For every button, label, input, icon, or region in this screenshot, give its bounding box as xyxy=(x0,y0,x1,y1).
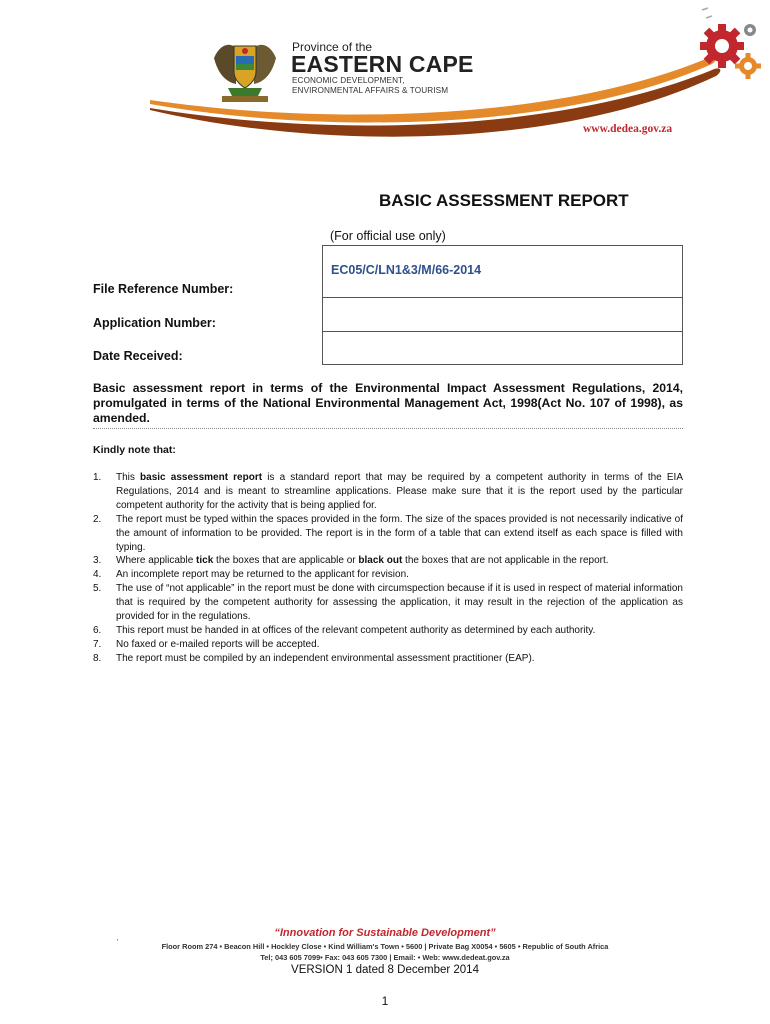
list-item: 1. This basic assessment report is a standard report that may be required by a competent authority in terms of the EIA Regulations, 2014 and is meant to streamline applications. Please make sure that it is the report used by the particular competent authority for the activity that is being applied for. xyxy=(93,472,684,511)
gear-icon xyxy=(692,0,770,96)
list-item: 5. The use of “not applicable” in the report must be done with circumspection because if it is used in respect of material information that is required by the competent authority for assessing the application, it may result in the rejection of the application as provided for in the regulations. xyxy=(93,583,683,623)
website-link[interactable]: www.dedea.gov.za xyxy=(583,123,673,135)
page-title: BASIC ASSESSMENT REPORT xyxy=(379,191,629,210)
divider xyxy=(93,428,683,429)
application-number-label: Application Number: xyxy=(93,316,216,330)
province-label: Province of the xyxy=(292,40,373,54)
list-item: 8. The report must be compiled by an independent environmental assessment practitioner (EAP). xyxy=(93,652,535,664)
list-item: 6. This report must be handed in at offices of the relevant competent authority as determined by each authority. xyxy=(93,624,596,636)
file-reference-value: EC05/C/LN1&3/M/66-2014 xyxy=(331,263,482,277)
date-received-label: Date Received: xyxy=(93,349,183,363)
list-item: 4. An incomplete report may be returned to the applicant for revision. xyxy=(93,569,409,581)
page-number: 1 xyxy=(381,994,389,1008)
official-use-table xyxy=(322,245,683,365)
file-reference-label: File Reference Number: xyxy=(93,282,234,296)
department-subtitle-line2: ENVIRONMENTAL AFFAIRS & TOURISM xyxy=(292,86,449,95)
notes-list xyxy=(93,471,683,666)
footer-motto: “Innovation for Sustainable Development” xyxy=(274,927,496,939)
list-item: 7. No faxed or e-mailed reports will be accepted. xyxy=(93,638,320,650)
note-heading: Kindly note that: xyxy=(93,444,176,456)
list-item: 2. The report must be typed within the spaces provided in the form. The size of the spaces provided is not necessarily indicative of the amount of information to be provided. The report is in the form of a table that can extend itself as each space is filled with typing. xyxy=(93,513,683,553)
application-number-cell[interactable] xyxy=(323,298,682,332)
version-label: VERSION 1 dated 8 December 2014 xyxy=(291,964,479,976)
department-subtitle-line1: ECONOMIC DEVELOPMENT, xyxy=(292,76,405,85)
coat-of-arms-logo xyxy=(208,38,282,104)
footer-mark: ' xyxy=(117,939,119,946)
footer-address-line1: Floor Room 274 • Beacon Hill • Hockley Close • Kind William's Town • 5600 | Private Bag X0054 • 5605 • Republic of South Africa xyxy=(161,942,609,951)
file-reference-cell[interactable] xyxy=(323,246,682,298)
intro-paragraph: Basic assessment report in terms of the Environmental Impact Assessment Regulations, 2014, promulgated in terms of the National Environmental Management Act, 1998(Act No. 107 of 1998), as amended. xyxy=(93,381,683,425)
official-use-label: (For official use only) xyxy=(330,229,446,243)
footer-address-line2: Tel; 043 605 7099• Fax: 043 605 7300 | Email: • Web: www.dedeat.gov.za xyxy=(260,953,510,962)
list-item: 3. Where applicable tick the boxes that are applicable or black out the boxes that are not applicable in the report. xyxy=(93,555,609,567)
department-name: EASTERN CAPE xyxy=(291,51,474,77)
